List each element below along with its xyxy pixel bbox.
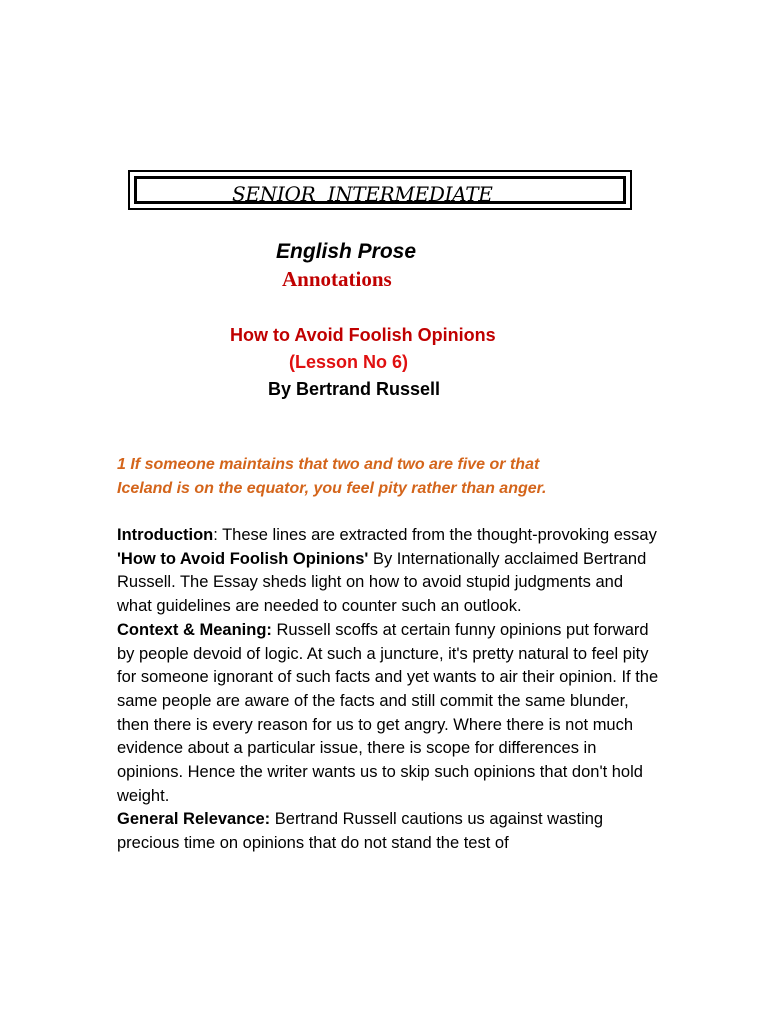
title-banner-inner-border bbox=[134, 176, 626, 204]
introduction-text-a: : These lines are extracted from the thought-provoking essay bbox=[213, 526, 657, 544]
lesson-author: By Bertrand Russell bbox=[268, 379, 441, 399]
quote-line-2: Iceland is on the equator, you feel pity rather than anger. bbox=[117, 480, 547, 497]
annotation-quote bbox=[117, 453, 647, 501]
section-heading: Annotations bbox=[282, 267, 392, 291]
introduction-paragraph bbox=[117, 524, 662, 619]
relevance-text: Bertrand Russell cautions us against wasting precious time on opinions that do not stand the test of bbox=[117, 810, 604, 853]
context-label: Context & Meaning: bbox=[117, 620, 272, 639]
relevance-label: General Relevance: bbox=[117, 810, 271, 829]
lesson-title: How to Avoid Foolish Opinions bbox=[230, 325, 496, 345]
banner-title: SENIOR INTERMEDIATE bbox=[232, 182, 493, 206]
subject-heading: English Prose bbox=[276, 240, 417, 263]
annotation-body bbox=[117, 524, 662, 856]
context-paragraph bbox=[117, 619, 662, 809]
quote-line-1: 1 If someone maintains that two and two are five or that bbox=[117, 456, 540, 473]
title-banner bbox=[128, 170, 632, 210]
introduction-label: Introduction bbox=[117, 526, 214, 544]
lesson-number: (Lesson No 6) bbox=[289, 352, 409, 372]
context-text: Russell scoffs at certain funny opinions put forward by people devoid of logic. At such a juncture, it's pretty natural to feel pity for someone ignorant of such facts and yet wants to air their opinion. If the same people are aware of the facts and still commit the same blunder, then there is every reason for us to get angry. Where there is not much evidence about a particular issue, there is scope for differences in opinions. Hence the writer wants us to skip such opinions that don't hold weight. bbox=[117, 620, 659, 805]
introduction-text-b: By Internationally acclaimed Bertrand Russell. The Essay sheds light on how to avoid stupid judgments and what guidelines are needed to counter such an outlook. bbox=[117, 549, 647, 616]
essay-title: 'How to Avoid Foolish Opinions' bbox=[117, 549, 369, 568]
relevance-paragraph bbox=[117, 808, 662, 855]
